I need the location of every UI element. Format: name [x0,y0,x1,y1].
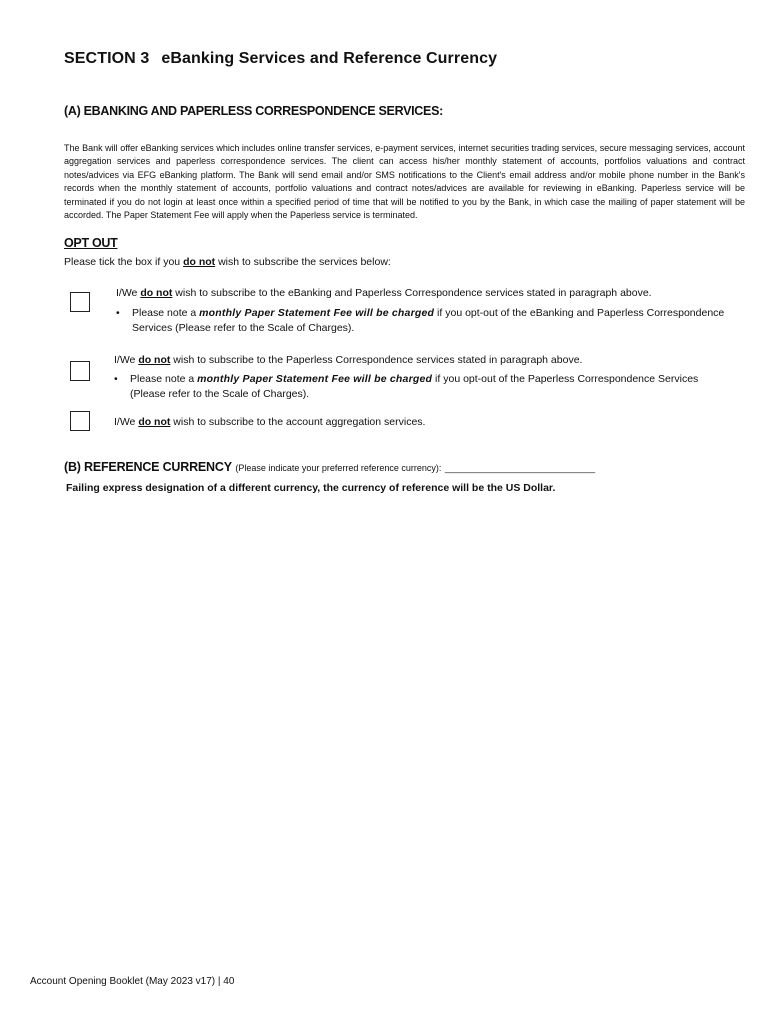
section-title [64,50,497,68]
option-1-bullet-text-end: if you opt-out of the eBanking and Paperless Correspondence [434,307,725,319]
instruction-emphasis: do not [183,256,216,268]
page-footer: Account Opening Booklet (May 2023 v17) | 40 [30,976,235,987]
option-2-text: wish to subscribe to the Paperless Correspondence services stated in paragraph above. [170,354,583,366]
option-1-text: wish to subscribe to the eBanking and Paperless Correspondence services stated in paragraph above. [172,287,652,299]
option-1-bullet [116,306,747,335]
instruction-text: Please tick the box if you [64,256,184,268]
bullet-icon: • [114,373,118,385]
checkbox-ebanking-paperless-optout[interactable] [70,292,90,312]
option-2-fee-emphasis: monthly Paper Statement Fee will be charged [197,373,433,385]
option-1-emphasis: do not [140,287,173,299]
option-1-bullet-line2: Services (Please refer to the Scale of Charges). [132,321,355,334]
option-2-bullet-text: Please note a [130,373,198,385]
option-1-label [116,287,652,299]
option-2-bullet-line2: (Please refer to the Scale of Charges). [130,387,310,400]
part-b-heading [64,460,595,474]
option-2-emphasis: do not [138,354,171,366]
option-3-prefix: I/We [114,416,139,428]
checkbox-account-aggregation-optout[interactable] [70,411,90,431]
option-1-prefix: I/We [116,287,141,299]
opt-out-heading: OPT OUT [64,236,118,250]
part-a-heading: (A) EBANKING AND PAPERLESS CORRESPONDENCE SERVICES: [64,104,443,118]
checkbox-paperless-optout[interactable] [70,361,90,381]
option-3-emphasis: do not [138,416,171,428]
option-1-fee-emphasis: monthly Paper Statement Fee will be charged [199,307,435,319]
opt-out-instruction [64,256,391,268]
option-2-bullet-text-end: if you opt-out of the Paperless Correspondence Services [432,373,699,385]
reference-currency-field[interactable]: ______________________________ [444,463,596,473]
part-a-paragraph: The Bank will offer eBanking services which includes online transfer services, e-payment services, internet securities trading services, secure messaging services, account aggregation services and paperless correspondence services. The client can access his/her monthly statement of accounts, portfolios valuations and contract notes/advices via EFG eBanking platform. The Bank will send email and/or SMS notifications to the Client's email address and/or mobile phone number in the Bank's records when the monthly statement of accounts, portfolio valuations and contract notes/advices are available for reviewing in eBanking. Paperless service will be terminated if you do not login at least once within a specified period of time that will be notified to you by the Bank, in which case the mailing of paper statement will be accorded. The Paper Statement Fee will apply when the Paperless service is terminated. [64,143,745,221]
option-3-label [114,416,425,428]
option-3-text: wish to subscribe to the account aggregation services. [170,416,426,428]
section-number: SECTION 3 [64,50,150,67]
reference-currency-note: Failing express designation of a different currency, the currency of reference will be the US Dollar. [66,482,556,494]
option-2-label [114,354,582,366]
section-name: eBanking Services and Reference Currency [161,50,498,67]
bullet-icon: • [116,307,120,319]
part-b-instruction: (Please indicate your preferred reference currency): [235,463,442,473]
instruction-text-end: wish to subscribe the services below: [215,256,391,268]
option-2-prefix: I/We [114,354,139,366]
option-1-bullet-text: Please note a [132,307,200,319]
part-b-title: (B) REFERENCE CURRENCY [64,460,232,474]
option-2-bullet [114,372,745,401]
